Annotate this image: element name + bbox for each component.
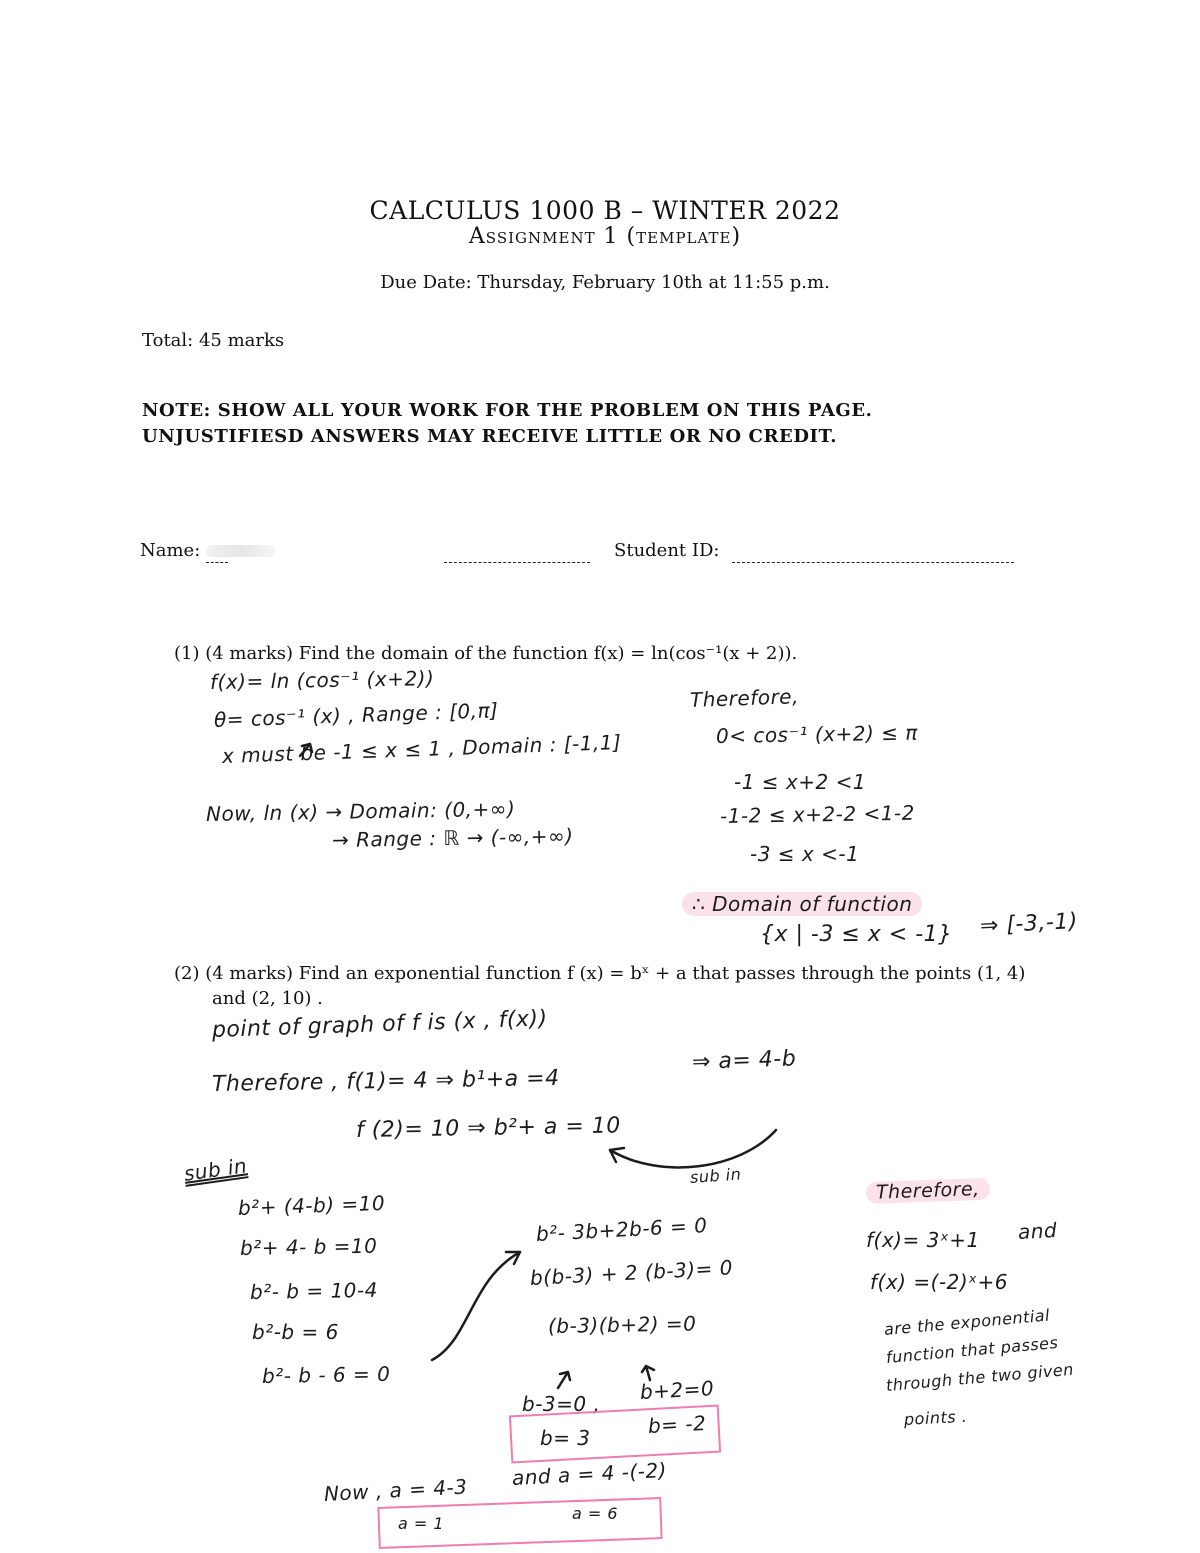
q2-root-eq-2: b+2=0 [639,1376,715,1404]
q1-right-line-3: -1 ≤ x+2 <1 [734,770,867,794]
q2-point-line: point of graph of f is (x , f(x)) [211,1006,549,1043]
q2-eq1: Therefore , f(1)= 4 ⇒ b¹+a =4 [211,1065,560,1097]
q2-and: and [1017,1217,1058,1244]
q1-answer-set: {x | -3 ≤ x < -1} [760,922,953,947]
q2-step-left-5: b²- b - 6 = 0 [261,1361,391,1388]
q1-conclusion: ∴ Domain of function [682,892,922,916]
q2-step-mid-3: (b-3)(b+2) =0 [547,1311,697,1338]
q1-right-line-5: -3 ≤ x <-1 [750,842,860,866]
document-title: CALCULUS 1000 B – WINTER 2022 [369,196,841,225]
q2-a-value-2: a = 6 [572,1504,619,1523]
q2-closing-3: through the two given [885,1359,1075,1395]
due-date: Due Date: Thursday, February 10th at 11:55 p.m. [380,272,830,293]
q1-right-line-2: 0< cos⁻¹ (x+2) ≤ π [715,720,919,748]
q2-sub-in-note: sub in [689,1164,742,1187]
sub-in-curve-arrow-icon [610,1130,776,1167]
q2-step-left-1: b²+ (4-b) =10 [237,1190,386,1220]
root-arrow-1-icon [558,1372,570,1388]
q2-step-left-3: b²- b = 10-4 [249,1277,379,1304]
q1-right-line-1: Therefore, [689,684,800,712]
factor-curve-arrow-icon [432,1252,520,1360]
q1-answer-interval: ⇒ [-3,-1) [979,908,1079,939]
q2-root-eq-1: b-3=0 , [522,1392,601,1416]
q2-f2: f(x) =(-2)ˣ+6 [870,1270,1009,1294]
q2-prompt-line-2: and (2, 10) . [212,988,323,1009]
q2-eq1-result: ⇒ a= 4-b [691,1046,797,1075]
q2-f1: f(x)= 3ˣ+1 [866,1228,980,1252]
q2-a-value-1: a = 1 [398,1514,445,1533]
q2-sub-in-heading: sub in [182,1153,249,1186]
q2-step-left-4: b²-b = 6 [252,1320,339,1344]
total-marks: Total: 45 marks [142,330,285,351]
document-subtitle: Assignment 1 (template) [468,224,742,249]
factor-arrowhead-icon [506,1252,520,1264]
root-arrow-2-icon [642,1366,654,1380]
q1-up-arrow-icon [300,744,312,756]
q1-work-line-1: f(x)= ln (cos⁻¹ (x+2)) [209,666,435,694]
q2-root-1: b= 3 [540,1426,591,1450]
q1-work-line-5: → Range : ℝ → (-∞,+∞) [331,823,574,852]
q2-closing-4: points . [903,1406,968,1429]
q2-prompt-line-1: (2) (4 marks) Find an exponential function f (x) = bˣ + a that passes through the points (1, 4) [174,963,1026,984]
note-line-1: NOTE: SHOW ALL YOUR WORK FOR THE PROBLEM ON THIS PAGE. [142,400,873,421]
q2-a-line-1: Now , a = 4-3 [323,1474,468,1506]
q2-step-left-2: b²+ 4- b =10 [239,1233,378,1260]
q1-work-line-4: Now, ln (x) → Domain: (0,+∞) [205,796,516,826]
q1-prompt: (1) (4 marks) Find the domain of the function f(x) = ln(cos⁻¹(x + 2)). [174,643,798,664]
q2-step-mid-1: b²- 3b+2b-6 = 0 [535,1213,708,1246]
name-label: Name: [140,540,201,561]
q2-root-2: b= -2 [647,1410,707,1438]
q2-eq2: f (2)= 10 ⇒ b²+ a = 10 [355,1113,622,1143]
q1-work-line-3: x must be -1 ≤ x ≤ 1 , Domain : [-1,1] [221,730,622,768]
student-id-label: Student ID: [614,540,720,561]
q2-a-line-2: and a = 4 -(-2) [511,1457,668,1490]
q1-work-line-2: θ= cos⁻¹ (x) , Range : [0,π] [213,698,499,732]
q2-therefore: Therefore, [866,1178,990,1204]
q2-closing-1: are the exponential [883,1305,1051,1339]
note-line-2: UNJUSTIFIESD ANSWERS MAY RECEIVE LITTLE OR NO CREDIT. [142,426,838,447]
q1-right-line-4: -1-2 ≤ x+2-2 <1-2 [719,800,916,828]
q2-step-mid-2: b(b-3) + 2 (b-3)= 0 [529,1255,734,1290]
q2-closing-2: function that passes [885,1332,1060,1367]
